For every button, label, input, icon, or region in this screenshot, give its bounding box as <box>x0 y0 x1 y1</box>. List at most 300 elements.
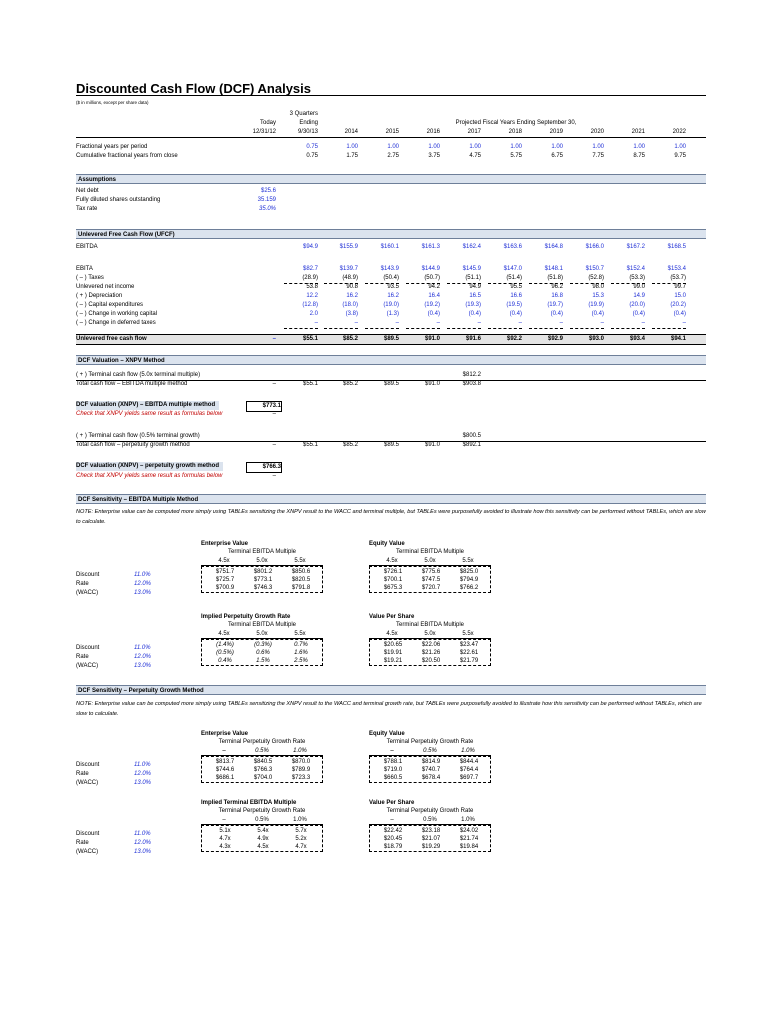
grid-cell: $825.0 <box>459 569 479 575</box>
value-cell: 98.0 <box>592 284 604 290</box>
row-label: ( – ) Capital expenditures <box>76 302 144 308</box>
grid-cell: $22.42 <box>383 828 403 834</box>
column-header: 0.5% <box>423 748 437 754</box>
value-cell: 9.75 <box>674 153 686 159</box>
grid-cell: 4.3x <box>219 844 231 850</box>
value-cell: 0.75 <box>306 144 318 150</box>
total-pg-row <box>76 441 706 450</box>
table-subtitle: Terminal EBITDA Multiple <box>395 622 465 628</box>
wacc-labels <box>76 644 166 670</box>
value-cell: 2019 <box>549 129 563 135</box>
wacc-label: Rate <box>76 654 89 660</box>
row-label: Fractional years per period <box>76 144 148 150</box>
wacc-label: Rate <box>76 840 89 846</box>
grid-cell: $704.0 <box>253 775 273 781</box>
value-cell: $162.4 <box>462 244 481 250</box>
row-label: Check that XNPV yields same result as formulas below <box>76 411 223 417</box>
value-cell: – <box>324 319 358 329</box>
page-title: Discounted Cash Flow (DCF) Analysis <box>76 81 311 96</box>
total-mult-row <box>76 380 706 389</box>
column-header: 5.0x <box>256 631 268 637</box>
column-header: 5.5x <box>294 558 306 564</box>
check-mult-row <box>76 410 706 419</box>
wacc-labels <box>76 830 166 856</box>
value-cell: 53.8 <box>306 284 318 290</box>
table-subtitle: Terminal EBITDA Multiple <box>227 549 297 555</box>
section-xnpv: DCF Valuation – XNPV Method <box>76 355 706 365</box>
grid-cell: $23.18 <box>421 828 441 834</box>
wacc-label: Discount <box>76 762 100 768</box>
grid-row <box>202 766 322 774</box>
value-cell: (53.7) <box>652 274 686 284</box>
grid-cell: (0.3%) <box>254 642 272 648</box>
sensitivity-table-ev <box>201 541 323 593</box>
value-cell: (50.4) <box>365 274 399 284</box>
wacc-value: 13.0% <box>134 780 152 786</box>
value-cell: $89.5 <box>383 381 399 387</box>
value-cell: $167.2 <box>626 244 645 250</box>
value-cell: $163.6 <box>503 244 522 250</box>
row-label: Fully diluted shares outstanding <box>76 197 161 203</box>
value-grid <box>201 825 323 852</box>
sensitivity-table-iem <box>201 800 323 852</box>
grid-cell: $840.5 <box>253 759 273 765</box>
valuation-pg-row <box>76 462 281 471</box>
projected-label: Projected Fiscal Years Ending September 30, <box>455 120 577 126</box>
grid-row <box>370 584 490 592</box>
grid-cell: $844.4 <box>459 759 479 765</box>
value-cell: 15.0 <box>674 293 686 299</box>
value-cell: (12.8) <box>302 302 318 308</box>
value-grid <box>369 566 491 593</box>
value-cell: 2021 <box>631 129 645 135</box>
grid-cell: $678.4 <box>421 775 441 781</box>
table-subtitle: Terminal Perpetuity Growth Rate <box>218 739 306 745</box>
column-header: 1.0% <box>293 817 307 823</box>
value-cell: 1.00 <box>592 144 604 150</box>
grid-cell: $19.84 <box>459 844 479 850</box>
grid-row <box>202 584 322 592</box>
value-cell: 94.2 <box>428 284 440 290</box>
value-cell: 2017 <box>467 129 481 135</box>
value-cell: $91.0 <box>424 336 440 342</box>
column-headers <box>201 816 323 825</box>
grid-cell: 5.4x <box>257 828 269 834</box>
grid-cell: $725.7 <box>215 577 235 583</box>
value-cell: 7.75 <box>592 153 604 159</box>
value-cell: Today <box>259 120 276 126</box>
section-ufcf: Unlevered Free Cash Flow (UFCF) <box>76 229 706 239</box>
grid-cell: 1.5% <box>256 658 270 664</box>
wacc-labels <box>76 761 166 787</box>
value-cell: 95.5 <box>510 284 522 290</box>
value-cell: 2.75 <box>387 153 399 159</box>
fcf-row <box>76 334 706 345</box>
wacc-value: 12.0% <box>134 654 152 660</box>
value-cell: 90.8 <box>346 284 358 290</box>
value-cell: 99.0 <box>633 284 645 290</box>
wc-row <box>76 310 706 319</box>
fractional-row <box>76 143 706 152</box>
row-label: Unlevered net income <box>76 284 135 290</box>
value-cell: $166.0 <box>585 244 604 250</box>
value-cell: (0.4) <box>673 311 686 317</box>
wacc-value: 11.0% <box>134 762 151 768</box>
value-cell: $139.7 <box>339 266 358 272</box>
row-label: ( – ) Change in working capital <box>76 311 158 317</box>
wacc-label: Rate <box>76 581 89 587</box>
table-subtitle: Terminal Perpetuity Growth Rate <box>218 808 306 814</box>
value-cell: $93.4 <box>629 336 645 342</box>
value-cell: 0.75 <box>306 153 318 159</box>
section-sens-pg: DCF Sensitivity – Perpetuity Growth Method <box>76 685 706 695</box>
column-header: 5.5x <box>294 631 306 637</box>
grid-cell: $870.0 <box>291 759 311 765</box>
value-cell: (0.4) <box>550 311 563 317</box>
value-cell: 2015 <box>385 129 399 135</box>
column-header: 1.0% <box>461 748 475 754</box>
value-cell: $91.6 <box>465 336 481 342</box>
grid-cell: $21.07 <box>421 836 441 842</box>
row-label: Tax rate <box>76 206 98 212</box>
column-header: 5.0x <box>256 558 268 564</box>
column-header: 4.5x <box>218 631 230 637</box>
value-cell: $903.8 <box>462 381 481 387</box>
value-cell: – <box>529 319 563 329</box>
grid-row <box>370 766 490 774</box>
grid-cell: $22.61 <box>459 650 479 656</box>
sensitivity-table-eq <box>369 541 491 593</box>
value-cell: $55.1 <box>302 381 318 387</box>
wacc-label: Discount <box>76 645 100 651</box>
grid-cell: $775.6 <box>421 569 441 575</box>
value-cell: 5.75 <box>510 153 522 159</box>
column-header: – <box>390 817 394 823</box>
grid-row <box>202 576 322 584</box>
sens-pg-note: NOTE: Enterprise value can be computed more simply using TABLEs sensitizing the XNPV result to the WACC and terminal growth rate, but TABLEs were purposefully avoided to illustrate how this sensitivity can be performed without TABLEs, which are slow to calculate. <box>76 701 702 717</box>
grid-cell: $19.21 <box>383 658 403 664</box>
value-grid <box>201 566 323 593</box>
wacc-labels <box>76 571 166 597</box>
grid-cell: $746.3 <box>253 585 273 591</box>
value-cell: $766.3 <box>246 462 282 473</box>
wacc-value: 13.0% <box>134 849 152 855</box>
wacc-label: Rate <box>76 771 89 777</box>
value-cell: $91.0 <box>424 442 440 448</box>
table-title: Implied Terminal EBITDA Multiple <box>201 800 297 806</box>
value-cell: 12/31/12 <box>252 129 276 135</box>
value-cell: $148.1 <box>544 266 563 272</box>
value-cell: (0.4) <box>632 311 645 317</box>
value-cell: – <box>447 319 481 329</box>
value-cell: $144.9 <box>421 266 440 272</box>
sensitivity-table-eq <box>369 731 491 783</box>
grid-cell: $24.02 <box>459 828 479 834</box>
uni-row <box>76 283 706 292</box>
row-label: Check that XNPV yields same result as formulas below <box>76 473 223 479</box>
header-row-3 <box>76 128 706 138</box>
grid-cell: 0.6% <box>256 650 270 656</box>
column-header: – <box>390 748 394 754</box>
value-cell: $152.4 <box>626 266 645 272</box>
value-cell: 16.2 <box>346 293 358 299</box>
row-label: Total cash flow – perpetuity growth method <box>76 442 190 448</box>
sens-mult-note: NOTE: Enterprise value can be computed more simply using TABLEs sensitizing the XNPV result to the WACC and terminal multiple, but TABLEs were purposefully avoided to illustrate how this sensitivity can be performed without TABLEs, which are slow to calculate. <box>76 509 706 525</box>
header-row-2 <box>76 119 706 128</box>
grid-cell: (1.4%) <box>216 642 234 648</box>
value-grid <box>201 756 323 783</box>
value-cell: 96.2 <box>551 284 563 290</box>
grid-cell: 5.1x <box>219 828 231 834</box>
column-header: 5.0x <box>424 631 436 637</box>
grid-cell: $20.50 <box>421 658 441 664</box>
value-cell: $93.0 <box>588 336 604 342</box>
value-cell: 1.75 <box>346 153 358 159</box>
value-cell: – <box>284 319 318 329</box>
column-header: 4.5x <box>386 631 398 637</box>
value-cell: $85.2 <box>342 336 358 342</box>
grid-cell: $740.7 <box>421 767 441 773</box>
table-subtitle: Terminal Perpetuity Growth Rate <box>386 739 474 745</box>
grid-cell: 0.4% <box>218 658 232 664</box>
value-cell: $82.7 <box>302 266 318 272</box>
column-header: 1.0% <box>293 748 307 754</box>
value-cell: $892.1 <box>462 442 481 448</box>
grid-row <box>202 568 322 576</box>
value-cell: 12.2 <box>306 293 318 299</box>
grid-row <box>202 641 322 649</box>
value-cell: 15.3 <box>592 293 604 299</box>
grid-cell: $789.9 <box>291 767 311 773</box>
value-cell: (52.8) <box>570 274 604 284</box>
value-cell: $161.3 <box>421 244 440 250</box>
grid-cell: 4.7x <box>219 836 231 842</box>
row-label: EBITA <box>76 266 93 272</box>
value-cell: – <box>611 319 645 329</box>
column-headers <box>369 557 491 566</box>
grid-cell: $788.1 <box>383 759 403 765</box>
grid-cell: $700.9 <box>215 585 235 591</box>
value-cell: (0.4) <box>509 311 522 317</box>
row-label: ( + ) Terminal cash flow (0.5% terminal growth) <box>76 433 200 439</box>
value-cell: 1.00 <box>510 144 522 150</box>
value-cell: $89.5 <box>383 336 399 342</box>
value-cell: – <box>272 411 276 417</box>
table-subtitle: Terminal Perpetuity Growth Rate <box>386 808 474 814</box>
value-cell: $92.2 <box>506 336 522 342</box>
sensitivity-table-vps <box>369 800 491 852</box>
grid-cell: $820.5 <box>291 577 311 583</box>
value-cell: $800.5 <box>462 433 481 439</box>
grid-cell: $20.65 <box>383 642 403 648</box>
grid-cell: $21.79 <box>459 658 479 664</box>
row-label: Unlevered free cash flow <box>76 336 147 342</box>
table-title: Implied Perpetuity Growth Rate <box>201 614 291 620</box>
row-label: Net debt <box>76 188 99 194</box>
value-cell: 1.00 <box>346 144 358 150</box>
table-title: Enterprise Value <box>201 541 249 547</box>
grid-cell: 2.5% <box>294 658 308 664</box>
value-cell: 9/30/13 <box>297 129 318 135</box>
value-cell: (53.3) <box>611 274 645 284</box>
value-cell: – <box>652 319 686 329</box>
wacc-value: 12.0% <box>134 771 152 777</box>
dep-row <box>76 292 706 301</box>
value-cell: 16.6 <box>510 293 522 299</box>
grid-row <box>370 835 490 843</box>
cumulative-row <box>76 152 706 161</box>
value-cell: – <box>570 319 604 329</box>
value-cell: 2018 <box>508 129 522 135</box>
grid-cell: $751.7 <box>215 569 235 575</box>
grid-cell: $723.3 <box>291 775 311 781</box>
value-cell: (19.2) <box>424 302 440 308</box>
value-cell: $812.2 <box>462 372 481 378</box>
grid-cell: $744.6 <box>215 767 235 773</box>
grid-cell: $764.4 <box>459 767 479 773</box>
value-cell: 99.7 <box>674 284 686 290</box>
column-header: 0.5% <box>255 748 269 754</box>
assumption-row <box>76 196 706 205</box>
value-cell: Ending <box>299 120 318 126</box>
row-label: Total cash flow – EBITDA multiple method <box>76 381 188 387</box>
wacc-label: (WACC) <box>76 780 99 786</box>
column-header: 5.5x <box>462 558 474 564</box>
value-cell: $143.9 <box>380 266 399 272</box>
sensitivity-table-vps <box>369 614 491 666</box>
value-cell: 16.8 <box>551 293 563 299</box>
grid-cell: $801.2 <box>253 569 273 575</box>
value-cell: 3 Quarters <box>289 111 318 117</box>
value-grid <box>369 756 491 783</box>
value-cell: (19.9) <box>588 302 604 308</box>
value-cell: 2022 <box>672 129 686 135</box>
header-row-1 <box>76 110 706 119</box>
grid-cell: $747.5 <box>421 577 441 583</box>
row-label: ( + ) Depreciation <box>76 293 123 299</box>
grid-cell: $18.79 <box>383 844 403 850</box>
value-cell: (0.4) <box>468 311 481 317</box>
value-cell: 1.00 <box>428 144 440 150</box>
grid-row <box>370 774 490 782</box>
wacc-label: (WACC) <box>76 663 99 669</box>
value-cell: (0.4) <box>591 311 604 317</box>
column-header: 4.5x <box>218 558 230 564</box>
grid-row <box>370 641 490 649</box>
grid-cell: $21.74 <box>459 836 479 842</box>
grid-row <box>370 843 490 851</box>
title-rule <box>76 95 706 96</box>
value-cell: $164.8 <box>544 244 563 250</box>
grid-cell: $766.2 <box>459 585 479 591</box>
grid-row <box>370 568 490 576</box>
grid-cell: 0.7% <box>294 642 308 648</box>
row-label: ( + ) Terminal cash flow (5.0x terminal multiple) <box>76 372 201 378</box>
value-cell: (51.8) <box>529 274 563 284</box>
row-label: ( – ) Taxes <box>76 275 104 281</box>
value-cell: (19.7) <box>547 302 563 308</box>
column-header: 5.5x <box>462 631 474 637</box>
value-cell: 2014 <box>344 129 358 135</box>
value-cell: – <box>406 319 440 329</box>
value-grid <box>369 639 491 666</box>
wacc-value: 11.0% <box>134 645 151 651</box>
grid-row <box>370 758 490 766</box>
value-cell: $150.7 <box>585 266 604 272</box>
grid-cell: $20.45 <box>383 836 403 842</box>
table-subtitle: Terminal EBITDA Multiple <box>227 622 297 628</box>
table-title: Equity Value <box>369 541 405 547</box>
wacc-value: 12.0% <box>134 581 152 587</box>
dt-row <box>76 319 706 328</box>
grid-cell: $766.3 <box>253 767 273 773</box>
value-cell: (3.8) <box>345 311 358 317</box>
value-cell: 6.75 <box>551 153 563 159</box>
grid-cell: (0.5%) <box>216 650 234 656</box>
row-label: EBITDA <box>76 244 98 250</box>
column-header: 1.0% <box>461 817 475 823</box>
value-cell: (19.0) <box>383 302 399 308</box>
value-cell: $773.1 <box>246 401 282 412</box>
grid-cell: $700.1 <box>383 577 403 583</box>
value-cell: (51.1) <box>447 274 481 284</box>
grid-row <box>370 649 490 657</box>
value-cell: $89.5 <box>383 442 399 448</box>
units-note: ($ in millions, except per share data) <box>76 100 149 105</box>
column-header: 4.5x <box>386 558 398 564</box>
row-label: DCF valuation (XNPV) – perpetuity growth method <box>76 462 223 471</box>
grid-cell: $719.0 <box>383 767 403 773</box>
table-title: Value Per Share <box>369 800 415 806</box>
valuation-mult-row <box>76 401 281 410</box>
value-cell: 4.75 <box>469 153 481 159</box>
value-cell: (48.9) <box>324 274 358 284</box>
table-subtitle: Terminal EBITDA Multiple <box>395 549 465 555</box>
column-header: – <box>222 817 226 823</box>
value-cell: (50.7) <box>406 274 440 284</box>
taxes-row <box>76 274 706 283</box>
grid-cell: $23.47 <box>459 642 479 648</box>
table-title: Value Per Share <box>369 614 415 620</box>
column-headers <box>369 816 491 825</box>
grid-cell: 5.2x <box>295 836 307 842</box>
grid-cell: $720.7 <box>421 585 441 591</box>
column-header: 0.5% <box>255 817 269 823</box>
grid-cell: $791.8 <box>291 585 311 591</box>
value-cell: – <box>272 473 276 479</box>
value-cell: 2020 <box>590 129 604 135</box>
value-cell: 16.5 <box>469 293 481 299</box>
wacc-value: 13.0% <box>134 663 152 669</box>
value-cell: – <box>272 442 276 448</box>
grid-cell: $813.7 <box>215 759 235 765</box>
value-cell: 93.5 <box>387 284 399 290</box>
row-label: DCF valuation (XNPV) – EBITDA multiple method <box>76 401 219 410</box>
value-cell: (1.3) <box>386 311 399 317</box>
value-cell: 1.00 <box>674 144 686 150</box>
value-cell: $85.2 <box>342 381 358 387</box>
grid-cell: 4.5x <box>257 844 269 850</box>
value-cell: $94.9 <box>302 244 318 250</box>
value-cell: – <box>272 336 276 342</box>
value-cell: 8.75 <box>633 153 645 159</box>
grid-cell: $697.7 <box>459 775 479 781</box>
value-cell: $155.9 <box>339 244 358 250</box>
value-cell: $94.1 <box>670 336 686 342</box>
column-headers <box>201 630 323 639</box>
value-cell: 16.2 <box>387 293 399 299</box>
value-cell: (19.3) <box>465 302 481 308</box>
